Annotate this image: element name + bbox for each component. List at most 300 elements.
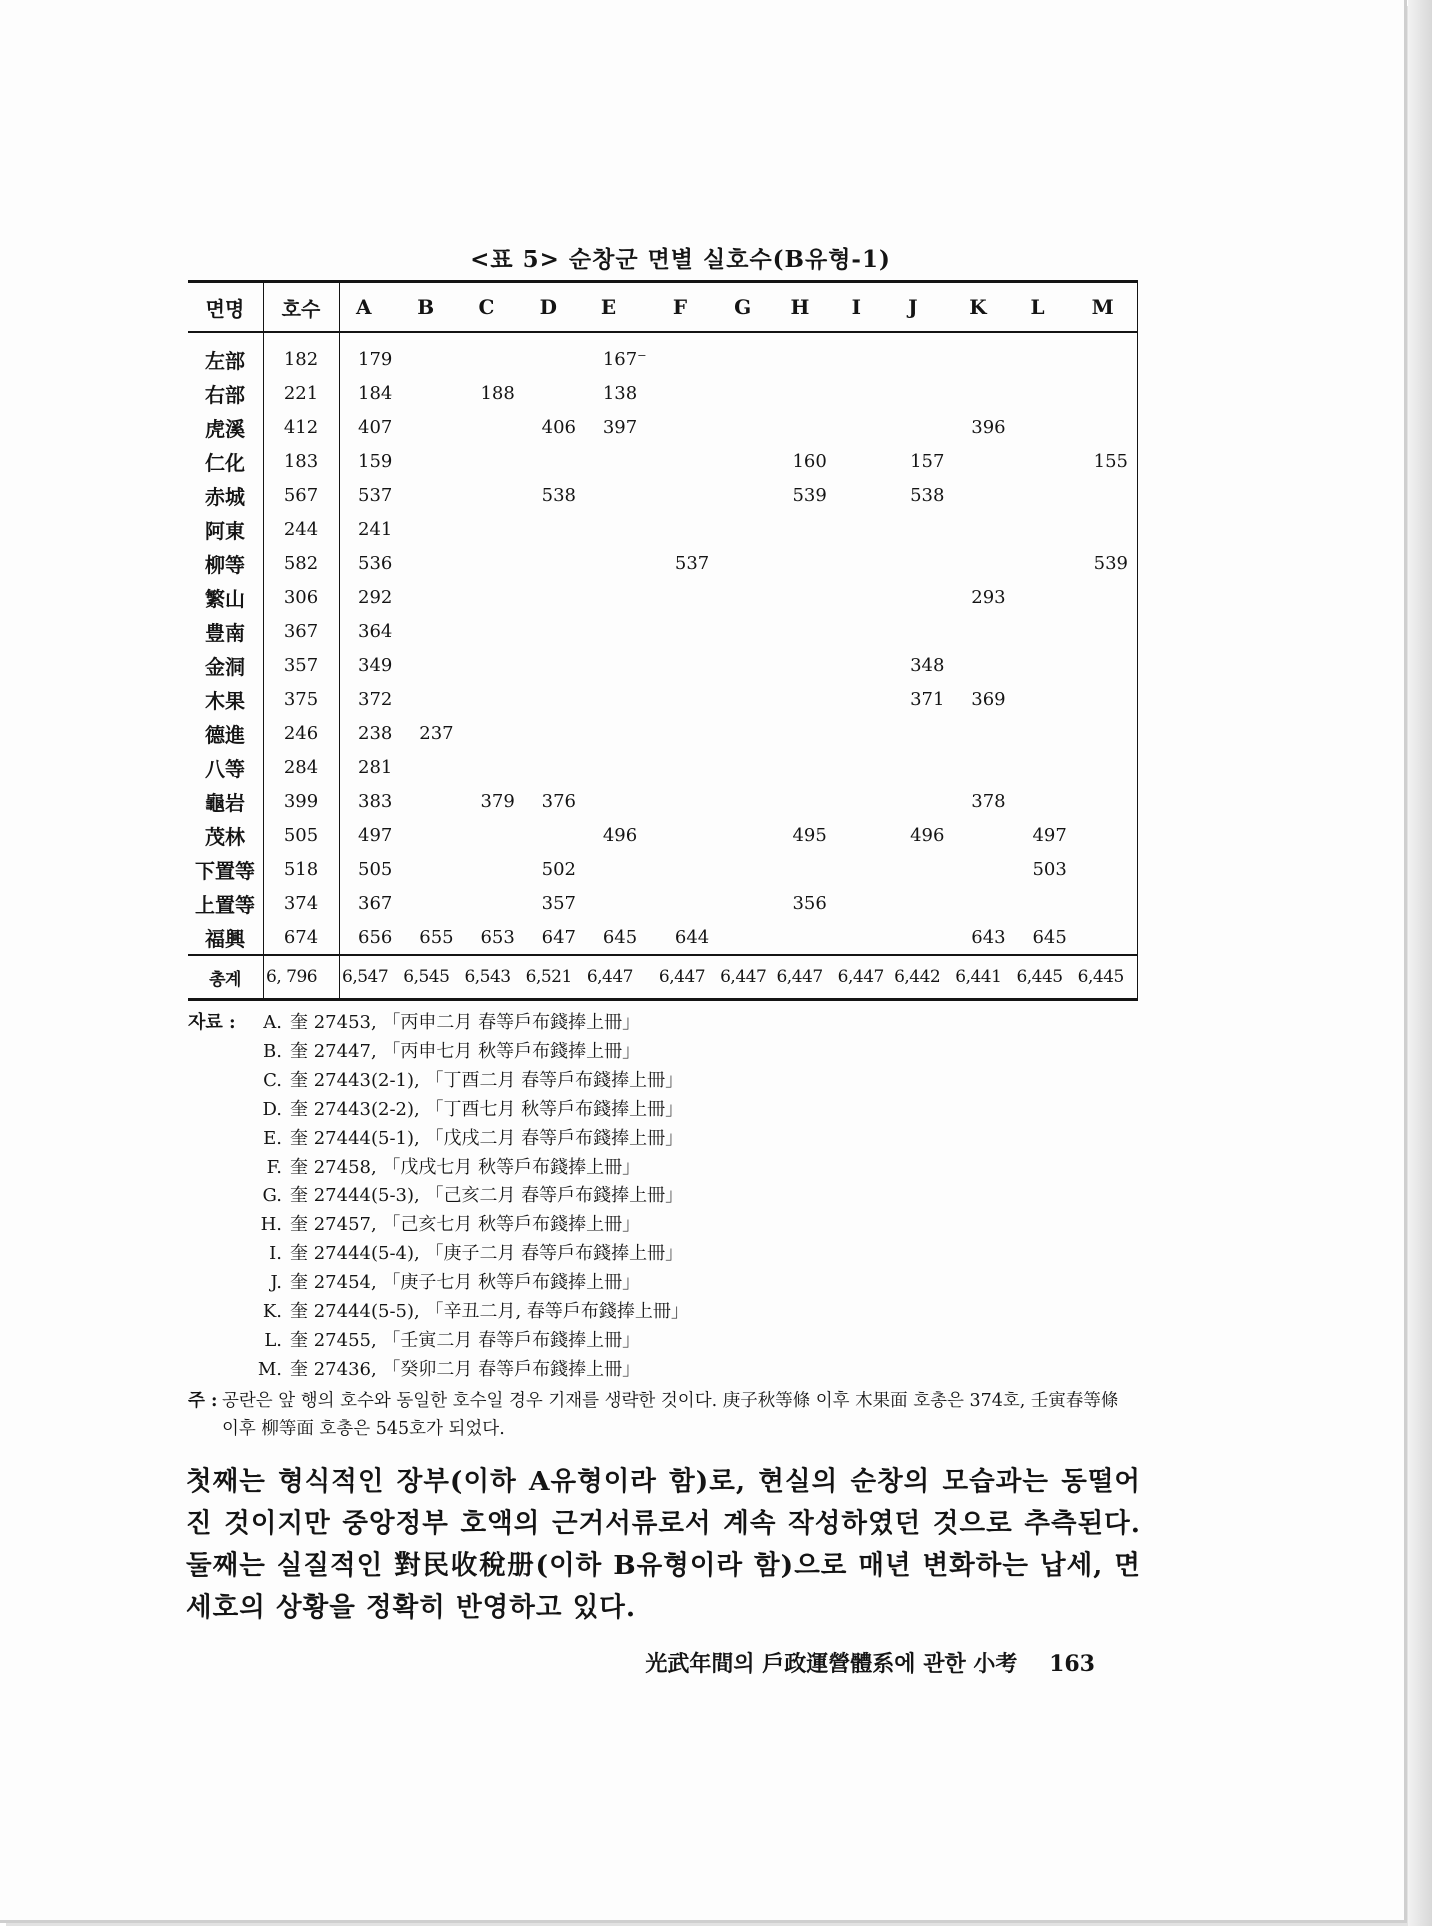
table-cell: [1076, 580, 1138, 614]
source-item: [188, 1154, 1143, 1183]
table-cell: [892, 512, 953, 546]
table-row: [188, 614, 1138, 648]
table-row: [188, 784, 1138, 818]
table-cell: 538: [910, 484, 945, 506]
district-name: 德進: [188, 716, 264, 750]
total-cell: 6,442: [892, 955, 953, 1000]
table-cell: 538: [541, 484, 576, 506]
table-cell: 241: [358, 518, 393, 540]
table-cell: [1014, 332, 1075, 376]
table-cell: [1014, 478, 1075, 512]
table-header-row: [188, 282, 1138, 333]
table-row: [188, 750, 1138, 784]
table-cell: [462, 444, 523, 478]
table-cell: [718, 376, 774, 410]
table-row: [188, 886, 1138, 920]
source-letter: H.: [260, 1214, 282, 1236]
table-cell: [462, 716, 523, 750]
table-cell: [953, 376, 1014, 410]
table-cell: [718, 512, 774, 546]
table-cell: [718, 716, 774, 750]
header-letter: L: [1014, 282, 1075, 333]
table-cell: 379: [480, 790, 515, 812]
table-cell: 357: [541, 892, 576, 914]
table-cell: [462, 478, 523, 512]
table-cell: [401, 444, 462, 478]
table-cell: [953, 332, 1014, 376]
district-name: 豊南: [188, 614, 264, 648]
table-cell: [462, 546, 523, 580]
table-cell: [774, 648, 835, 682]
table-row: [188, 546, 1138, 580]
district-name: 繁山: [188, 580, 264, 614]
table-cell: [774, 920, 835, 955]
table-row: [188, 376, 1138, 410]
table-cell: [892, 546, 953, 580]
household-count: 412: [264, 410, 340, 444]
table-cell: [401, 682, 462, 716]
table-cell: [836, 478, 892, 512]
household-count: 367: [264, 614, 340, 648]
total-cell: 6,521: [524, 955, 585, 1000]
table-cell: [718, 784, 774, 818]
household-count: 221: [264, 376, 340, 410]
table-cell: [718, 478, 774, 512]
household-count: 306: [264, 580, 340, 614]
table-cell: [774, 716, 835, 750]
district-name: 柳等: [188, 546, 264, 580]
table-cell: [657, 648, 718, 682]
table-cell: [892, 376, 953, 410]
table-cell: [657, 444, 718, 478]
table-cell: [462, 818, 523, 852]
total-cell: 6,447: [585, 955, 657, 1000]
table-cell: [953, 478, 1014, 512]
source-label: [188, 1356, 252, 1385]
table-cell: 537: [674, 552, 710, 574]
table-cell: 647: [541, 926, 576, 948]
table-cell: [1076, 614, 1138, 648]
source-text: 奎 27444(5-4), 「庚子二月 春等戶布錢捧上冊」: [290, 1243, 684, 1265]
table-cell: [774, 546, 835, 580]
table-cell: [1014, 750, 1075, 784]
source-label: [188, 1269, 252, 1298]
source-letter: L.: [264, 1329, 282, 1351]
table-cell: [524, 512, 585, 546]
table-cell: [657, 886, 718, 920]
source-text: 奎 27444(5-3), 「己亥二月 春等戶布錢捧上冊」: [290, 1185, 684, 1207]
table-cell: [836, 716, 892, 750]
table-cell: [524, 580, 585, 614]
table-cell: 184: [358, 382, 393, 404]
district-name: 龜岩: [188, 784, 264, 818]
table-cell: [462, 750, 523, 784]
district-name: 茂林: [188, 818, 264, 852]
source-text: 奎 27444(5-5), 「辛丑二月, 春等戶布錢捧上冊」: [290, 1301, 689, 1323]
district-name: 木果: [188, 682, 264, 716]
source-letter: J.: [270, 1272, 282, 1294]
table-cell: [401, 332, 462, 376]
table-cell: [892, 580, 953, 614]
page-number: 163: [1049, 1650, 1095, 1677]
total-row: [188, 955, 1138, 1000]
district-name: 虎溪: [188, 410, 264, 444]
table-cell: [1014, 648, 1075, 682]
district-name: 阿東: [188, 512, 264, 546]
table-cell: [718, 818, 774, 852]
table-cell: [774, 682, 835, 716]
district-name: 下置等: [188, 852, 264, 886]
table-cell: [1014, 682, 1075, 716]
table-cell: [657, 852, 718, 886]
table-cell: [657, 512, 718, 546]
table-cell: [718, 682, 774, 716]
table-cell: [774, 512, 835, 546]
household-count: 582: [264, 546, 340, 580]
table-cell: [657, 614, 718, 648]
table-cell: [401, 818, 462, 852]
table-cell: [1014, 546, 1075, 580]
header-letter: M: [1076, 282, 1138, 333]
table-cell: [657, 716, 718, 750]
table-cell: [585, 750, 657, 784]
table-cell: [462, 682, 523, 716]
total-label: 총계: [188, 955, 264, 1000]
table-row: [188, 716, 1138, 750]
header-letter: B: [401, 282, 462, 333]
source-letter: A.: [263, 1012, 282, 1033]
table-cell: 407: [358, 416, 393, 438]
table-cell: [462, 614, 523, 648]
table-cell: [774, 376, 835, 410]
table-cell: 157: [910, 450, 945, 472]
table-cell: [585, 614, 657, 648]
table-cell: [836, 852, 892, 886]
source-label: 자료 :: [188, 1012, 236, 1033]
header-letter: F: [657, 282, 718, 333]
table-cell: [462, 886, 523, 920]
table-cell: 502: [541, 858, 576, 880]
table-cell: [401, 784, 462, 818]
table-body: [188, 332, 1138, 1000]
table-row: [188, 444, 1138, 478]
table-cell: [462, 512, 523, 546]
table-cell: [836, 818, 892, 852]
page-edge: [1408, 0, 1432, 1926]
table-cell: [953, 444, 1014, 478]
table-cell: 167⁻: [602, 348, 647, 370]
table-cell: [836, 784, 892, 818]
table-cell: [1076, 478, 1138, 512]
table-cell: 655: [419, 926, 454, 948]
household-count: 374: [264, 886, 340, 920]
table-cell: [524, 546, 585, 580]
table-cell: [892, 410, 953, 444]
table-cell: [524, 682, 585, 716]
table-cell: [774, 784, 835, 818]
table-cell: [462, 852, 523, 886]
table-cell: [401, 478, 462, 512]
table-cell: 160: [792, 450, 827, 472]
table-cell: [1076, 852, 1138, 886]
source-label: [188, 1096, 252, 1125]
table-cell: 378: [971, 790, 1006, 812]
table-cell: [585, 478, 657, 512]
total-cell: 6,447: [836, 955, 892, 1000]
table-cell: [524, 444, 585, 478]
source-text: 奎 27457, 「己亥七月 秋等戶布錢捧上冊」: [290, 1214, 641, 1236]
table-cell: [1076, 716, 1138, 750]
table-cell: 406: [541, 416, 576, 438]
table-cell: 537: [358, 484, 393, 506]
table-cell: 536: [358, 552, 393, 574]
table-cell: [836, 410, 892, 444]
table-cell: 383: [358, 790, 393, 812]
header-letter: K: [953, 282, 1014, 333]
table-row: [188, 580, 1138, 614]
source-label: [188, 1038, 252, 1067]
table-cell: 643: [971, 926, 1006, 948]
table-cell: [953, 886, 1014, 920]
table-cell: 349: [358, 654, 393, 676]
source-item: [188, 1269, 1143, 1298]
header-letter: H: [774, 282, 835, 333]
source-text: 奎 27436, 「癸卯二月 春等戶布錢捧上冊」: [290, 1358, 641, 1380]
table-cell: 138: [602, 382, 638, 404]
table-cell: 367: [358, 892, 393, 914]
table-cell: [462, 332, 523, 376]
table-cell: [1076, 920, 1138, 955]
table-title: <표 5> 순창군 면별 실호수(B유형-1): [470, 246, 891, 273]
table-cell: [401, 376, 462, 410]
table-cell: [953, 546, 1014, 580]
table-cell: [718, 920, 774, 955]
table-row: [188, 920, 1138, 955]
table-cell: [836, 580, 892, 614]
district-name: 八等: [188, 750, 264, 784]
district-name: 右部: [188, 376, 264, 410]
table-cell: [1076, 648, 1138, 682]
source-item: [188, 1009, 1143, 1038]
source-text: 奎 27458, 「戊戌七月 秋等戶布錢捧上冊」: [290, 1156, 641, 1178]
table-cell: [1014, 512, 1075, 546]
table-cell: [585, 648, 657, 682]
header-letter: J: [892, 282, 953, 333]
source-label: [188, 1327, 252, 1356]
table-cell: [401, 614, 462, 648]
source-list: [188, 1009, 1143, 1385]
table-cell: 188: [480, 382, 515, 404]
source-letter: G.: [262, 1185, 282, 1207]
table-cell: 397: [602, 416, 638, 438]
table-cell: 539: [1076, 546, 1138, 580]
source-text: 奎 27443(2-1), 「丁酉二月 春等戶布錢捧上冊」: [290, 1069, 684, 1091]
source-letter: D.: [262, 1098, 282, 1120]
source-letter: F.: [266, 1156, 282, 1178]
table-cell: [657, 410, 718, 444]
total-cell: 6,447: [718, 955, 774, 1000]
table-cell: [1014, 614, 1075, 648]
source-item: [188, 1356, 1143, 1385]
header-letter: I: [836, 282, 892, 333]
table-cell: [585, 512, 657, 546]
table-cell: 364: [358, 620, 393, 642]
table-cell: 371: [910, 688, 945, 710]
source-text: 奎 27447, 「丙申七月 秋等戶布錢捧上冊」: [290, 1040, 641, 1062]
source-text: 奎 27455, 「壬寅二月 春等戶布錢捧上冊」: [290, 1329, 641, 1351]
table-cell: [1076, 410, 1138, 444]
table-cell: [1076, 818, 1138, 852]
table-cell: [1014, 886, 1075, 920]
table-cell: [1014, 784, 1075, 818]
table-cell: [585, 886, 657, 920]
district-name: 金洞: [188, 648, 264, 682]
table-cell: [1076, 376, 1138, 410]
table-cell: [953, 818, 1014, 852]
table-note: [188, 1387, 1143, 1443]
table-cell: [585, 682, 657, 716]
source-label: [188, 1211, 252, 1240]
table-cell: [585, 784, 657, 818]
table-cell: [836, 886, 892, 920]
table-cell: [524, 614, 585, 648]
table-cell: [836, 750, 892, 784]
table-cell: [524, 376, 585, 410]
source-letter: E.: [263, 1127, 282, 1149]
table-cell: [774, 580, 835, 614]
table-cell: [718, 614, 774, 648]
table-cell: [1076, 332, 1138, 376]
table-cell: [401, 750, 462, 784]
table-cell: [953, 648, 1014, 682]
table-cell: [718, 648, 774, 682]
table-cell: 292: [358, 586, 393, 608]
table-cell: [585, 444, 657, 478]
table-cell: [718, 580, 774, 614]
table-cell: [585, 716, 657, 750]
source-item: [188, 1182, 1143, 1211]
table-row: [188, 332, 1138, 376]
source-item: [188, 1067, 1143, 1096]
household-count: 244: [264, 512, 340, 546]
source-label: [188, 1067, 252, 1096]
table-cell: [401, 512, 462, 546]
household-count: 674: [264, 920, 340, 955]
source-letter: B.: [263, 1040, 282, 1062]
table-cell: [657, 682, 718, 716]
table-row: [188, 512, 1138, 546]
page-content: [188, 240, 1143, 1678]
total-cell: 6,447: [657, 955, 718, 1000]
source-item: [188, 1096, 1143, 1125]
source-letter: M.: [257, 1358, 282, 1380]
source-text: 奎 27444(5-1), 「戊戌二月 春等戶布錢捧上冊」: [290, 1127, 684, 1149]
source-label: [188, 1154, 252, 1183]
district-name: 左部: [188, 332, 264, 376]
table-cell: [892, 614, 953, 648]
table-cell: [657, 478, 718, 512]
table-cell: 496: [602, 824, 638, 846]
table-cell: [836, 682, 892, 716]
table-cell: [718, 546, 774, 580]
table-cell: [1076, 784, 1138, 818]
table-row: [188, 852, 1138, 886]
district-name: 赤城: [188, 478, 264, 512]
table-cell: [524, 818, 585, 852]
table-cell: [401, 546, 462, 580]
table-cell: [836, 444, 892, 478]
source-label: [188, 1125, 252, 1154]
table-cell: [401, 410, 462, 444]
table-cell: [892, 920, 953, 955]
running-footer: [188, 1647, 1143, 1678]
source-item: [188, 1240, 1143, 1269]
body-paragraph: 첫째는 형식적인 장부(이하 A유형이라 함)로, 현실의 순창의 모습과는 동떨어진 것이지만 중앙정부 호액의 근거서류로서 계속 작성하였던 것으로 추측된다. 둘째는 실질적인 對民收稅册(이하 B유형이라 함)으로 매년 변화하는 납세, 면세호의 상황을 정확히 반영하고 있다.: [186, 1465, 1141, 1623]
total-households: 6, 796: [264, 955, 340, 1000]
table-cell: [1076, 886, 1138, 920]
note-label: 주 :: [188, 1390, 218, 1411]
table-row: [188, 648, 1138, 682]
source-label: [188, 1240, 252, 1269]
table-cell: [774, 852, 835, 886]
table-cell: [718, 332, 774, 376]
table-cell: [401, 852, 462, 886]
table-cell: [1014, 410, 1075, 444]
table-cell: [524, 716, 585, 750]
household-count: 505: [264, 818, 340, 852]
household-count: 518: [264, 852, 340, 886]
table-cell: 497: [1032, 824, 1067, 846]
table-cell: [462, 580, 523, 614]
table-cell: [836, 376, 892, 410]
table-cell: [657, 750, 718, 784]
table-cell: [401, 648, 462, 682]
table-cell: [892, 886, 953, 920]
table-cell: [1076, 682, 1138, 716]
running-title: 光武年間의 戶政運營體系에 관한 小考: [645, 1650, 1018, 1677]
table-cell: [892, 784, 953, 818]
table-cell: [892, 332, 953, 376]
header-letter: E: [585, 282, 657, 333]
table-cell: 293: [971, 586, 1006, 608]
source-item: [188, 1038, 1143, 1067]
source-letter: K.: [262, 1301, 282, 1323]
table-cell: [836, 512, 892, 546]
household-count: 284: [264, 750, 340, 784]
table-cell: 155: [1076, 444, 1138, 478]
household-count: 567: [264, 478, 340, 512]
table-cell: 496: [910, 824, 945, 846]
table-cell: [836, 332, 892, 376]
table-cell: 656: [358, 926, 393, 948]
table-cell: [462, 410, 523, 444]
household-count: 357: [264, 648, 340, 682]
table-cell: [892, 852, 953, 886]
table-cell: [524, 332, 585, 376]
table-cell: [718, 410, 774, 444]
table-cell: [892, 750, 953, 784]
source-text: 奎 27443(2-2), 「丁酉七月 秋等戶布錢捧上冊」: [290, 1098, 684, 1120]
table-cell: [836, 614, 892, 648]
table-cell: 348: [910, 654, 945, 676]
total-cell: 6,545: [401, 955, 462, 1000]
table-cell: 645: [602, 926, 638, 948]
table-cell: 495: [792, 824, 827, 846]
district-name: 福興: [188, 920, 264, 955]
table-cell: [585, 852, 657, 886]
table-cell: 369: [971, 688, 1006, 710]
source-letter: C.: [263, 1069, 282, 1091]
